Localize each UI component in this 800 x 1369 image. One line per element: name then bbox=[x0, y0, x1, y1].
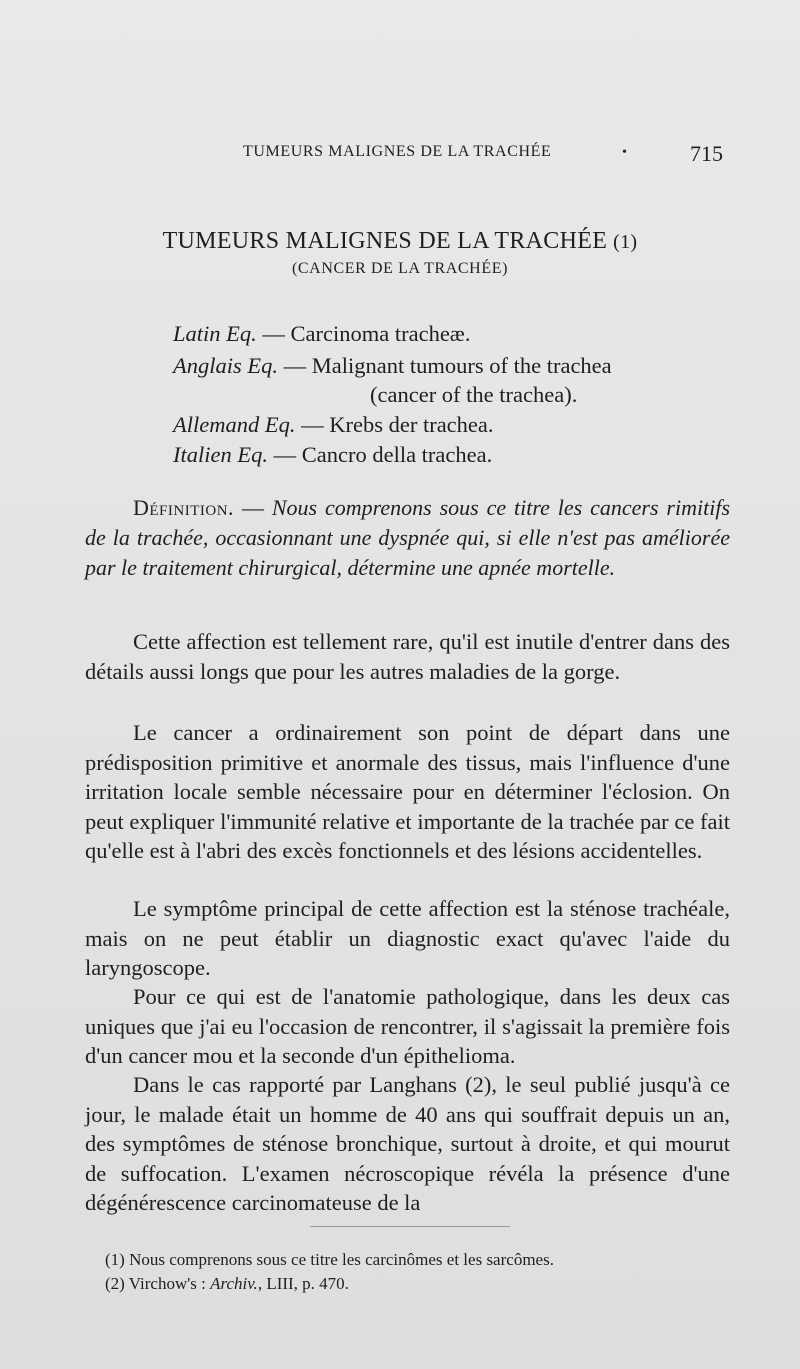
paragraph: Cette affection est tellement rare, qu'il est inutile d'entrer dans des détails aussi longs que pour les autres maladies de la gorge. bbox=[85, 629, 730, 684]
equivalent-latin bbox=[173, 321, 470, 347]
page-number: 715 bbox=[690, 141, 723, 166]
definition-text: Nous comprenons sous ce titre les cancers rimitifs de la trachée, occasionnant une dyspnée qui, si elle n'est pas améliorée par le traitement chirurgical, détermine une apnée mortelle. bbox=[85, 495, 731, 580]
running-head bbox=[0, 143, 800, 167]
equivalent-lang: Italien Eq. bbox=[173, 442, 268, 467]
definition-dash: — bbox=[234, 495, 272, 520]
footnote-2 bbox=[105, 1274, 349, 1294]
chapter-title-text: TUMEURS MALIGNES DE LA TRACHÉE bbox=[162, 228, 608, 254]
footnote-2-prefix: (2) Virchow's : bbox=[105, 1274, 211, 1293]
chapter-title bbox=[0, 228, 800, 255]
equivalent-lang: Allemand Eq. bbox=[173, 412, 296, 437]
footnote-rule bbox=[310, 1226, 510, 1227]
equivalent-english bbox=[173, 353, 612, 379]
footnote-1: (1) Nous comprenons sous ce titre les carcinômes et les sarcômes. bbox=[105, 1250, 554, 1269]
equivalent-text: — Malignant tumours of the trachea bbox=[278, 353, 612, 378]
paragraph: Pour ce qui est de l'anatomie pathologique, dans les deux cas uniques que j'ai eu l'occasion de rencontrer, il s'agissait la première fois d'un cancer mou et la seconde d'un épithelioma. bbox=[85, 984, 730, 1068]
equivalent-english-continuation: (cancer of the trachea). bbox=[370, 382, 578, 407]
equivalent-lang: Latin Eq. bbox=[173, 321, 257, 346]
equivalent-lang: Anglais Eq. bbox=[173, 353, 278, 378]
definition-label: Définition. bbox=[133, 495, 235, 520]
paragraph: Le cancer a ordinairement son point de départ dans une prédisposition primitive et anormale des tissus, mais l'influence d'une irritation locale semble nécessaire pour en déterminer l'éclosion. On peut expliquer l'immunité relative et importante de la trachée par ce fait qu'elle est à l'abri des excès fonctionnels et des lésions accidentelles. bbox=[85, 720, 730, 863]
running-head-bullet: • bbox=[622, 145, 627, 160]
equivalent-text: — Carcinoma tracheæ. bbox=[256, 321, 471, 346]
footnote-2-journal: Archiv. bbox=[210, 1274, 258, 1293]
equivalent-text: — Krebs der trachea. bbox=[295, 412, 494, 437]
equivalent-text: — Cancro della trachea. bbox=[267, 442, 493, 467]
footnote-marker-1: (1) bbox=[613, 231, 638, 253]
paragraph: Le symptôme principal de cette affection est la sténose trachéale, mais on ne peut établir un diagnostic exact qu'avec l'aide du laryngoscope. bbox=[85, 896, 730, 980]
running-head-title: TUMEURS MALIGNES DE LA TRACHÉE bbox=[243, 143, 552, 160]
chapter-subtitle: (CANCER DE LA TRACHÉE) bbox=[291, 260, 508, 277]
equivalent-german bbox=[173, 412, 494, 438]
definition-paragraph bbox=[85, 493, 730, 583]
equivalent-italian bbox=[173, 442, 492, 468]
footnote-2-suffix: , LIII, p. 470. bbox=[257, 1274, 349, 1293]
paragraph: Dans le cas rapporté par Langhans (2), le seul publié jusqu'à ce jour, le malade était un homme de 40 ans qui souffrait depuis un an, des symptômes de sténose bronchique, surtout à droite, et qui mourut de suffocation. L'examen nécroscopique révéla la présence d'une dégénérescence carcinomateuse de la bbox=[85, 1072, 730, 1215]
